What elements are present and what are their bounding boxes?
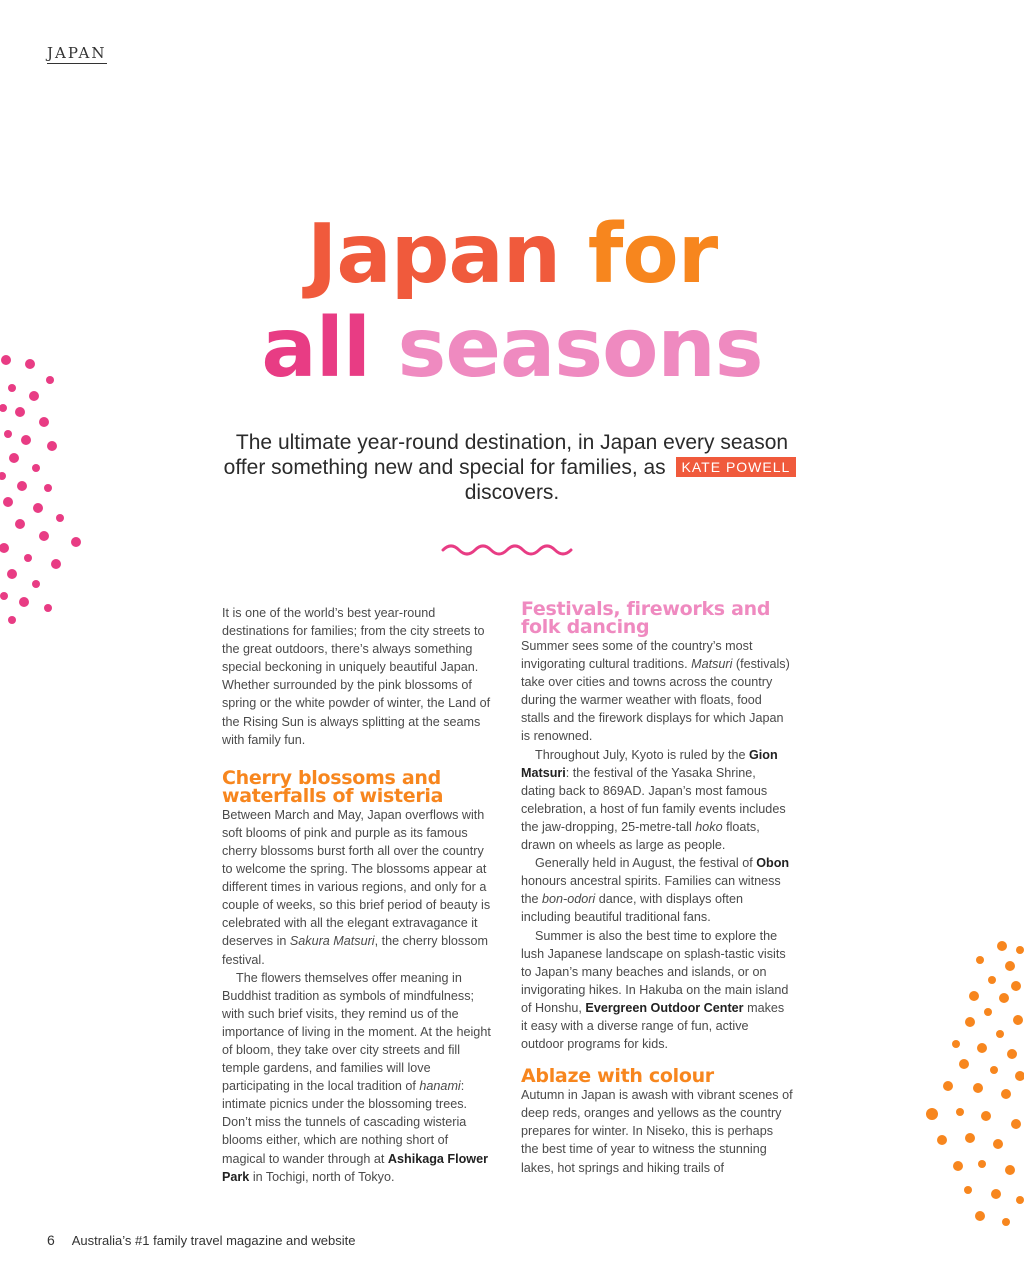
pink-dots-decoration [0,350,90,630]
section-heading: Ablaze with colour [521,1065,714,1088]
body-paragraph: Autumn in Japan is awash with vibrant scenes of deep reds, oranges and yellows as the country prepares for winter. In Niseko, this is perhaps the best time of year to witness the stunning lakes, hot springs and hiking trails of [521,1088,793,1175]
headline-word: seasons [397,301,763,396]
body-paragraph: The flowers themselves offer meaning in Buddhist tradition as symbols of mindfulness; with such brief visits, they remind us of the importance of living in the moment. At the height of bloom, they take over city streets and fill temple gardens, and families will love participating in the local tradition of hanami: intimate picnics under the blossoming trees. Don’t miss the tunnels of cascading wisteria blooms either, which are nothing short of magical to wander through at Ashikaga Flower Park in Tochigi, north of Tokyo. [222,970,491,1184]
article-column-right [521,600,793,1177]
footer-tagline: Australia’s #1 family travel magazine and website [71,1233,356,1248]
squiggle-divider-icon [441,540,573,560]
author-byline: KATE POWELL [676,457,797,477]
headline [0,208,1024,396]
page-footer [47,1232,355,1248]
standfirst [222,430,802,505]
intro-paragraph: It is one of the world’s best year-round destinations for families; from the city streets to the great outdoors, there’s always something special beckoning in uniquely beautiful Japan. Whether surrounded by the pink blossoms of spring or the white powder of winter, the Land of the Rising Sun is always splitting at the seams with family fun. [222,606,491,747]
section-heading: Cherry blossoms and waterfalls of wisteria [222,766,444,807]
body-paragraph: Generally held in August, the festival of Obon honours ancestral spirits. Families can witness the bon-odori dance, with displays often including beautiful traditional fans. [521,856,790,925]
section-heading: Festivals, fireworks and folk dancing [521,598,771,638]
body-paragraph: Throughout July, Kyoto is ruled by the Gion Matsuri: the festival of the Yasaka Shrine, dating back to 869AD. Japan’s most famous celebration, a host of fun family events includes the jaw-dropping, 25-metre-tall hoko floats, drawn on wheels as large as people. [521,747,786,853]
headline-word: for [587,207,718,302]
section-tag: JAPAN [47,44,107,62]
body-paragraph: Between March and May, Japan overflows with soft blooms of pink and purple as its famous cherry blossoms burst forth all over the country to welcome the spring. The blossoms appear at different times in various regions, and only for a couple of weeks, so this brief period of beauty is celebrated with all the elegant extravagance it deserves in Sakura Matsuri, the cherry blossom festival. [222,807,491,967]
headline-word: Japan [306,207,561,302]
body-paragraph: Summer sees some of the country’s most invigorating cultural traditions. Matsuri (festivals) take over cities and towns across the country during the warmer weather with floats, food stalls and the firework displays for which Japan is renowned. [521,639,790,744]
page-number: 6 [47,1232,55,1248]
standfirst-text-end: discovers. [464,481,560,504]
body-paragraph: Summer is also the best time to explore the lush Japanese landscape on splash-tastic visits to Japan’s many beaches and islands, or on invigorating hikes. In Hakuba on the main island of Honshu, Evergreen Outdoor Center makes it easy with a diverse range of fun, active outdoor programs for kids. [521,928,789,1052]
orange-dots-decoration [920,938,1024,1238]
headline-word: all [261,301,370,396]
article-column-left [222,604,494,1186]
standfirst-text: The ultimate year-round destination, in Japan every season offer something new and special for families, as [223,431,789,479]
